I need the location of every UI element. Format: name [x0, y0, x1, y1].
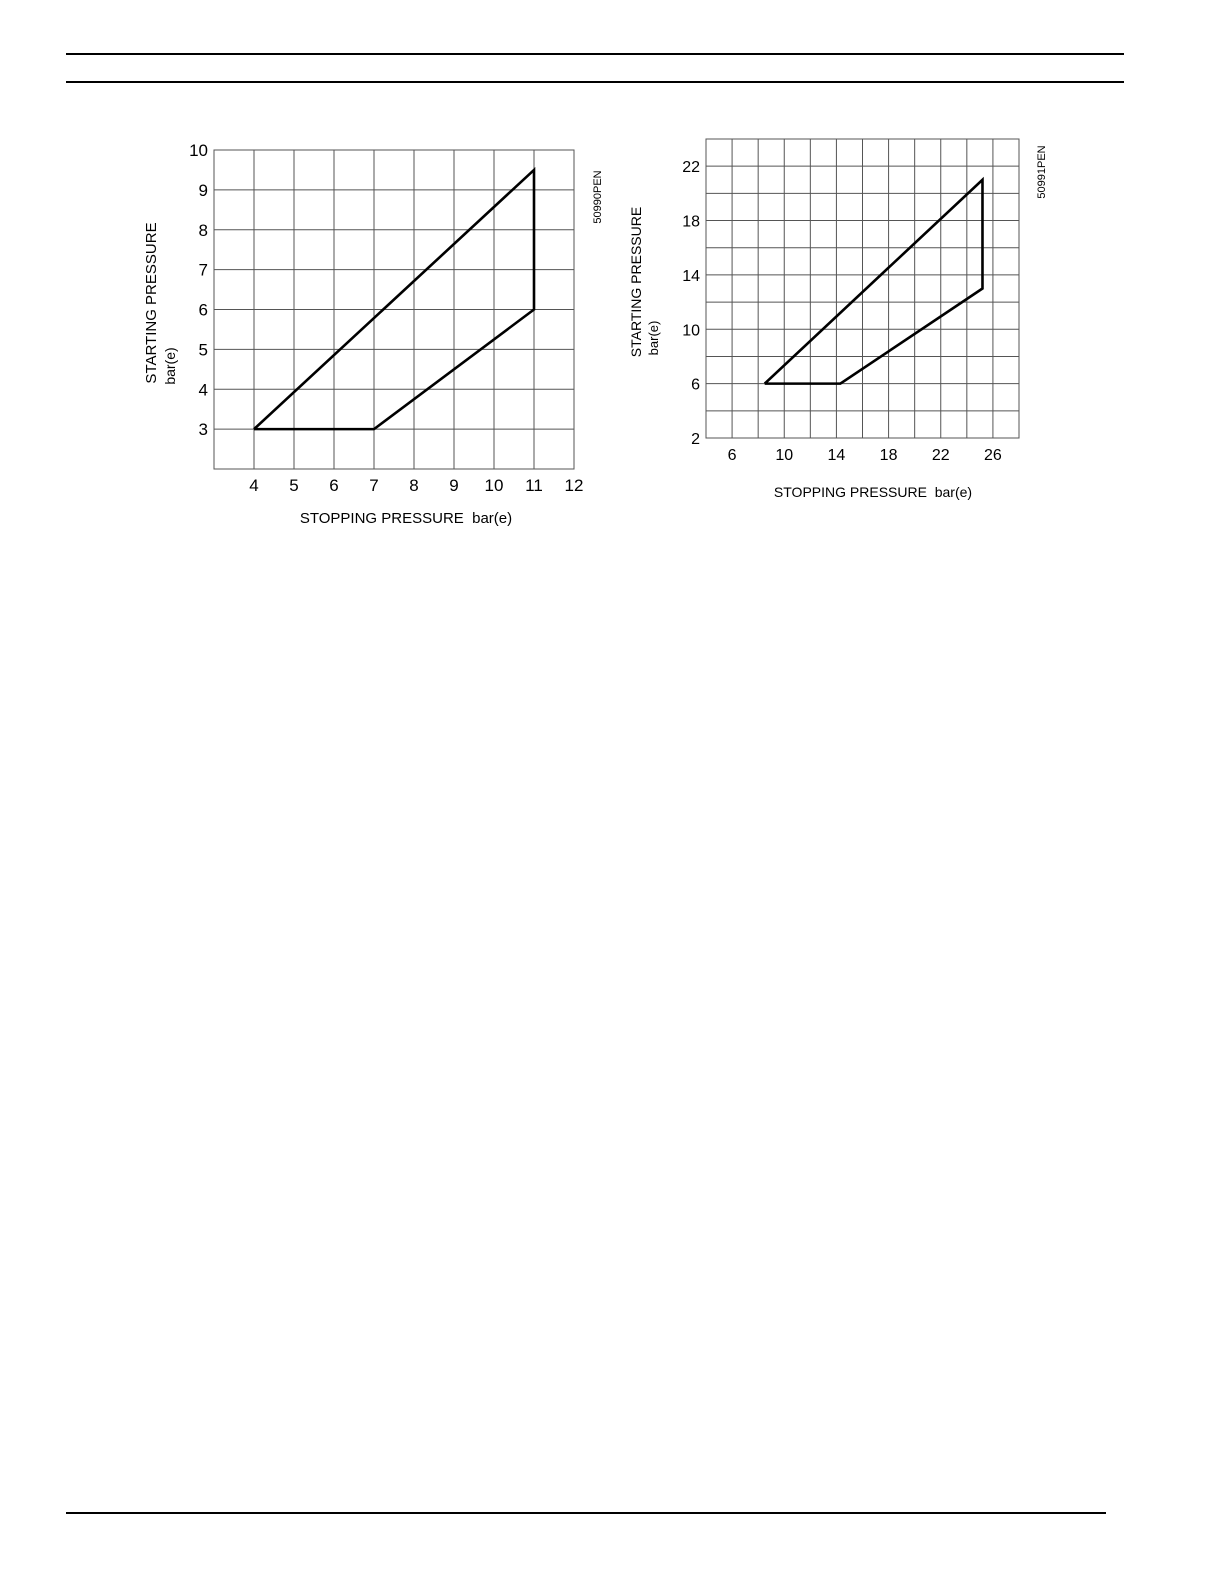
- grid-right: [706, 139, 1019, 438]
- footer-rule: [66, 1512, 1106, 1514]
- x-tick-label: 5: [289, 476, 299, 495]
- x-axis-label-left: STOPPING PRESSURE bar(e): [299, 510, 513, 527]
- y-tick-label: 10: [682, 322, 700, 340]
- x-tick-label: 14: [827, 447, 846, 464]
- y-tick-label: 8: [198, 220, 208, 240]
- y-axis-label-left: STARTING PRESSURE: [143, 222, 160, 384]
- y-tick-label: 5: [198, 340, 208, 360]
- y-tick-label: 14: [682, 267, 700, 285]
- y-tick-label: 9: [198, 180, 208, 200]
- y-axis-unit-right: bar(e): [646, 320, 661, 356]
- y-tick-label: 4: [198, 380, 208, 400]
- chart-right: [0, 0, 1100, 560]
- y-tick-label: 18: [682, 213, 700, 231]
- x-tick-label: 6: [727, 447, 737, 464]
- x-tick-label: 8: [409, 476, 419, 495]
- x-axis-label-right: STOPPING PRESSURE bar(e): [773, 484, 973, 500]
- x-tick-label: 10: [775, 447, 794, 464]
- x-tick-label: 4: [249, 476, 259, 495]
- y-tick-label: 6: [691, 376, 700, 394]
- x-tick-labels-right: [728, 447, 1002, 464]
- x-tick-label: 9: [449, 476, 459, 495]
- y-tick-label: 2: [691, 431, 700, 448]
- x-tick-label: 6: [329, 476, 339, 495]
- x-tick-label: 7: [369, 476, 379, 495]
- x-tick-label: 12: [564, 476, 584, 495]
- y-tick-label: 3: [198, 420, 208, 440]
- x-tick-label: 11: [525, 476, 543, 495]
- x-tick-label: 22: [931, 447, 950, 464]
- x-tick-label: 18: [879, 447, 898, 464]
- y-tick-label: 10: [189, 141, 208, 160]
- y-tick-label: 7: [198, 260, 208, 280]
- y-tick-label: 22: [682, 159, 700, 177]
- y-tick-labels-right: [682, 159, 700, 448]
- x-tick-label: 26: [984, 447, 1002, 464]
- y-tick-label: 6: [198, 300, 208, 320]
- y-axis-unit-left: bar(e): [162, 347, 178, 385]
- x-tick-label: 10: [484, 476, 504, 495]
- figure-code-left: 50990PEN: [592, 170, 604, 224]
- operating-region-right: [765, 180, 983, 384]
- y-axis-label-right: STARTING PRESSURE: [628, 206, 644, 358]
- figure-code-right: 50991PEN: [1036, 145, 1048, 199]
